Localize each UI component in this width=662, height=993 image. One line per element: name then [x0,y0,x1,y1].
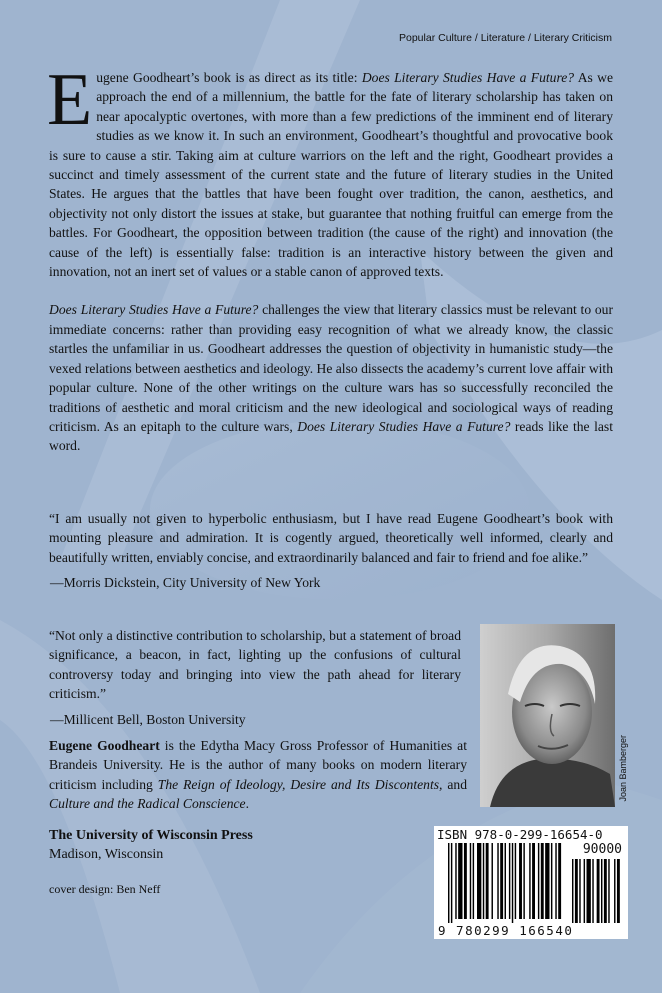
drop-cap: E [47,59,93,141]
quote-text: “I am usually not given to hyperbolic enthusiasm, but I have read Eugene Goodheart’s book with mounting pleasure and admiration. It is cogently argued, theoretically well informed, clearly and beautifully written, enviably concise, and extraordinarily balanced and fair to friend and foe alike.” [49,511,613,565]
barcode-bar [505,843,506,919]
blurb-paragraph-2 [49,300,613,455]
barcode-bar [477,843,481,919]
barcode-bar [551,843,552,919]
barcode-bar [464,843,467,919]
barcode-bar [529,843,530,919]
category-label: Popular Culture / Literature / Literary Criticism [399,32,612,44]
barcode-bar [492,843,493,919]
bio-text-c: . [245,796,249,812]
photo-credit: Joan Bamberger [618,735,628,802]
quote-attribution: —Millicent Bell, Boston University [50,711,246,727]
barcode-bar [497,843,498,919]
blurb-p2-text-a: challenges the view that literary classics must be relevant to our immediate concerns: rather than providing easy recognition of what we already know, the classic startles the unfamiliar in us. Goodheart addresses the question of objectivity in humanistic study—the vexed relations between aesthetics and ideology. He also dissects the academy’s current love affair with popular culture. None of the other writings on the culture wars has so successfully reconciled the traditions of aesthetic and moral criticism and the new ideological and sociological ways of reading criticism. As an epitaph to the culture wars, [49,302,613,434]
blurb-paragraph-1 [47,59,613,281]
barcode-addon-bar [572,859,573,923]
barcode-addon-bar [579,859,580,923]
isbn-number: ISBN 978-0-299-16654-0 [437,827,603,842]
cover-design-credit: cover design: Ben Neff [49,882,161,896]
ean-number: 9 780299 166540 [438,923,574,938]
barcode-addon-bar [601,859,602,923]
book-title-inline: Does Literary Studies Have a Future? [49,302,259,318]
blurb-p2-text-b: reads like the last word. [49,418,613,454]
barcode-bar [486,843,489,919]
quote-text: “Not only a distinctive contribution to scholarship, but a statement of broad significance, a beacon, in fact, lighting up the confusions of cultural controversy today and bringing into view the path ahead for literary criticism.” [49,628,461,702]
book-title-inline: Does Literary Studies Have a Future? [361,70,575,85]
barcode-bar [500,843,503,919]
blurb-p1-text-b: As we approach the end of a millennium, the battle for the fate of literary scholarship has taken on near apocalyptic overtones, with more than a few predictions of the imminent end of literary studies as we know it. In such an environment, Goodheart’s thoughtful and provocative book is sure to cause a stir. Taking aim at culture warriors on the left and the right, Goodheart provides a succinct and timely assessment of the current state and the future of literary studies in the United States. He argues that the battles that have been fought over tradition, the canon, aesthetics, and objectivity not only distort the issues at stake, but guarantee that nothing fruitful can emerge from the battles. For Goodheart, the opposition between tradition (the cause of the right) and innovation (the cause of the left) is essentially false: tradition is an interactive history between the given and innovation, not an inert set of values or a stable canon of approved texts. [49,70,613,280]
author-photo [480,624,615,807]
isbn-barcode [434,826,628,939]
bio-text-a: is the Edytha Macy Gross Professor of Humanities at Brandeis University. He is the author of many books on modern literary criticism including [49,738,467,792]
barcode-bar [473,843,474,919]
price-code: 90000 [582,842,622,857]
barcode-addon-bar [587,859,591,923]
bio-text-b: and [442,776,467,792]
barcode-addon-bar [614,859,615,923]
description-blurb [47,59,613,475]
publisher-location: Madison, Wisconsin [49,847,164,862]
barcode-addon-bar [597,859,600,923]
barcode-bar [512,843,513,923]
barcode-bar [532,843,535,919]
barcode-bar [541,843,544,919]
author-name: Eugene Goodheart [49,738,160,753]
barcode-addon-bar [575,859,578,923]
barcode-bar [448,843,449,923]
author-bio [49,736,467,814]
barcode-bar [558,843,561,919]
barcode-addon-bar [592,859,593,923]
review-quote-2 [49,626,461,729]
barcode-bar [515,843,516,919]
review-quote-1 [49,509,613,593]
barcode-bar [458,843,462,919]
quote-attribution: —Morris Dickstein, City University of New York [50,575,321,591]
barcode-bar [523,843,524,919]
barcode-bar [455,843,456,919]
barcode-bar [519,843,522,919]
barcode-addon-bar [604,859,607,923]
publisher-name: The University of Wisconsin Press [49,828,253,843]
barcode-bar [483,843,484,919]
barcode-addon-bar [617,859,620,923]
barcode-bar [451,843,452,923]
barcode-bar [470,843,471,919]
book-title-inline: Does Literary Studies Have a Future? [297,418,511,434]
barcode-bar [538,843,539,919]
blurb-p1-text-a: ugene Goodheart’s book is as direct as its title: [96,70,362,85]
barcode-addon-bar [584,859,585,923]
publisher-block [49,826,253,864]
book-title-inline: The Reign of Ideology, Desire and Its Discontents, [157,776,443,792]
barcode-addon-bar [608,859,609,923]
barcode-bar [545,843,549,919]
book-title-inline: Culture and the Radical Conscience [49,796,246,812]
barcode-bar [509,843,510,919]
barcode-bar [555,843,556,919]
